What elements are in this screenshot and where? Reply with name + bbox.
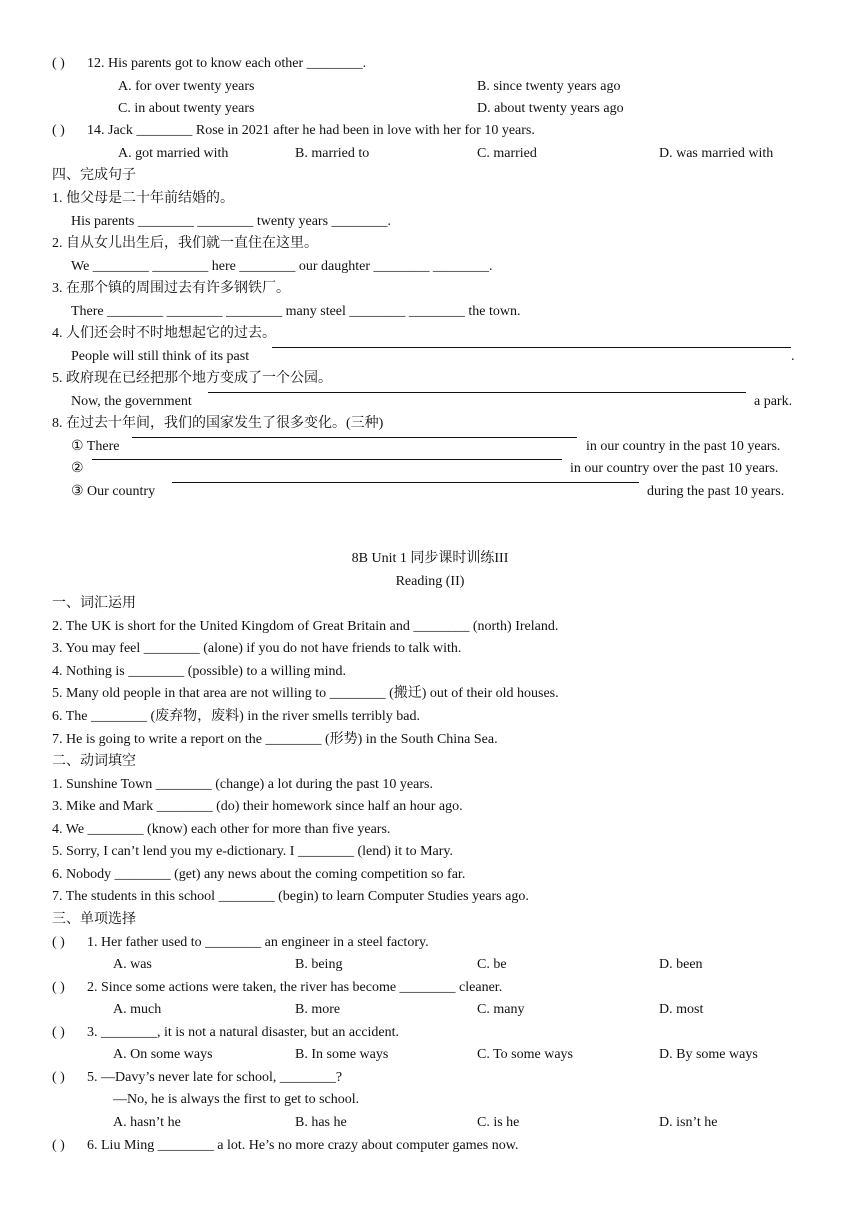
option-a[interactable]: A. On some ways	[113, 1047, 213, 1062]
answer-underline[interactable]	[208, 392, 746, 393]
sentence-blank-line[interactable]: His parents ________ ________ twenty years ________.	[71, 214, 392, 229]
verb-item	[0, 887, 860, 907]
unit-subtitle-row	[0, 572, 860, 592]
section-heading: 三、单项选择	[52, 912, 136, 927]
unit-subtitle: Reading (II)	[395, 574, 465, 589]
question-14	[0, 121, 860, 141]
sentence-start: People will still think of its past	[71, 349, 250, 364]
dialogue-reply: —No, he is always the first to get to school.	[113, 1092, 360, 1107]
sentence-1-chinese	[0, 189, 860, 209]
answer-bracket[interactable]: ( )	[52, 1070, 65, 1085]
section-heading-verbs	[0, 752, 860, 772]
sentence-end: a park.	[754, 394, 793, 409]
sentence-4-english	[0, 347, 860, 367]
verb-item-text[interactable]: 4. We ________ (know) each other for more than five years.	[52, 822, 391, 837]
answer-bracket[interactable]: ( )	[52, 935, 65, 950]
vocab-item	[0, 707, 860, 727]
verb-item-text[interactable]: 1. Sunshine Town ________ (change) a lot during the past 10 years.	[52, 777, 433, 792]
sentence-1-english	[0, 212, 860, 232]
question-text: 3. ________, it is not a natural disaster, but an accident.	[87, 1025, 400, 1040]
verb-item	[0, 797, 860, 817]
question-text: 1. Her father used to ________ an engineer in a steel factory.	[87, 935, 429, 950]
option-b[interactable]: B. more	[295, 1002, 341, 1017]
mc-question-5-reply	[0, 1090, 860, 1110]
vocab-item-text[interactable]: 6. The ________ (废弃物，废料) in the river smells terribly bad.	[52, 709, 420, 724]
answer-underline[interactable]	[132, 437, 577, 438]
mc-question-6	[0, 1136, 860, 1156]
vocab-item-text[interactable]: 2. The UK is short for the United Kingdom of Great Britain and ________ (north) Ireland.	[52, 619, 559, 634]
sentence-end: during the past 10 years.	[647, 484, 785, 499]
option-c[interactable]: C. is he	[477, 1115, 520, 1130]
vocab-item-text[interactable]: 5. Many old people in that area are not willing to ________ (搬迁) out of their old houses.	[52, 686, 559, 701]
answer-bracket[interactable]: ( )	[52, 123, 65, 138]
vocab-item	[0, 730, 860, 750]
verb-item-text[interactable]: 5. Sorry, I can’t lend you my e-dictionary. I ________ (lend) it to Mary.	[52, 844, 453, 859]
question-14-options	[0, 144, 860, 164]
option-d[interactable]: D. been	[659, 957, 703, 972]
question-text: 5. —Davy’s never late for school, ________?	[87, 1070, 343, 1085]
option-d[interactable]: D. isn’t he	[659, 1115, 718, 1130]
sentence-prompt: 3. 在那个镇的周围过去有许多钢铁厂。	[52, 281, 290, 296]
mc-question-2-options	[0, 1000, 860, 1020]
question-text: 2. Since some actions were taken, the river has become ________ cleaner.	[87, 980, 503, 995]
sentence-8-version-3	[0, 482, 860, 502]
sentence-prompt: 2. 自从女儿出生后，我们就一直住在这里。	[52, 236, 318, 251]
sentence-3-chinese	[0, 279, 860, 299]
mc-question-5	[0, 1068, 860, 1088]
sentence-end: .	[791, 349, 795, 364]
vocab-item-text[interactable]: 4. Nothing is ________ (possible) to a willing mind.	[52, 664, 346, 679]
vocab-item	[0, 662, 860, 682]
sentence-start: ③ Our country	[71, 484, 156, 499]
section-heading: 一、词汇运用	[52, 596, 136, 611]
verb-item	[0, 820, 860, 840]
option-c[interactable]: C. To some ways	[477, 1047, 573, 1062]
option-a[interactable]: A. much	[113, 1002, 162, 1017]
question-12-options-row-1	[0, 77, 860, 97]
sentence-8-version-2	[0, 459, 860, 479]
sentence-5-chinese	[0, 369, 860, 389]
question-text: 12. His parents got to know each other ________.	[87, 56, 367, 71]
section-heading: 四、完成句子	[52, 168, 136, 183]
option-b[interactable]: B. since twenty years ago	[477, 79, 621, 94]
verb-item	[0, 775, 860, 795]
verb-item	[0, 865, 860, 885]
option-d[interactable]: D. was married with	[659, 146, 774, 161]
option-c[interactable]: C. be	[477, 957, 507, 972]
unit-title: 8B Unit 1 同步课时训练III	[351, 551, 509, 566]
option-d[interactable]: D. about twenty years ago	[477, 101, 624, 116]
verb-item-text[interactable]: 3. Mike and Mark ________ (do) their homework since half an hour ago.	[52, 799, 463, 814]
answer-underline[interactable]	[92, 459, 562, 460]
option-b[interactable]: B. being	[295, 957, 343, 972]
option-c[interactable]: C. many	[477, 1002, 525, 1017]
verb-item	[0, 842, 860, 862]
vocab-item	[0, 684, 860, 704]
mc-question-3-options	[0, 1045, 860, 1065]
option-d[interactable]: D. By some ways	[659, 1047, 758, 1062]
sentence-prompt: 1. 他父母是二十年前结婚的。	[52, 191, 234, 206]
answer-bracket[interactable]: ( )	[52, 56, 65, 71]
sentence-blank-line[interactable]: We ________ ________ here ________ our daughter ________ ________.	[71, 259, 493, 274]
section-heading-mc	[0, 910, 860, 930]
section-heading-complete-sentences	[0, 166, 860, 186]
sentence-start: ②	[71, 461, 84, 476]
sentence-5-english	[0, 392, 860, 412]
answer-underline[interactable]	[172, 482, 639, 483]
sentence-end: in our country in the past 10 years.	[586, 439, 781, 454]
sentence-8-chinese	[0, 414, 860, 434]
section-heading: 二、动词填空	[52, 754, 136, 769]
mc-question-1-options	[0, 955, 860, 975]
mc-question-2	[0, 978, 860, 998]
sentence-4-chinese	[0, 324, 860, 344]
answer-bracket[interactable]: ( )	[52, 1138, 65, 1153]
answer-bracket[interactable]: ( )	[52, 1025, 65, 1040]
option-a[interactable]: A. hasn’t he	[113, 1115, 181, 1130]
question-text: 6. Liu Ming ________ a lot. He’s no more crazy about computer games now.	[87, 1138, 519, 1153]
mc-question-5-options	[0, 1113, 860, 1133]
question-text: 14. Jack ________ Rose in 2021 after he had been in love with her for 10 years.	[87, 123, 535, 138]
sentence-3-english	[0, 302, 860, 322]
section-heading-vocab	[0, 594, 860, 614]
sentence-8-version-1	[0, 437, 860, 457]
option-c[interactable]: C. in about twenty years	[118, 101, 255, 116]
option-a[interactable]: A. was	[113, 957, 152, 972]
mc-question-3	[0, 1023, 860, 1043]
option-b[interactable]: B. In some ways	[295, 1047, 389, 1062]
sentence-prompt: 4. 人们还会时不时地想起它的过去。	[52, 326, 276, 341]
answer-bracket[interactable]: ( )	[52, 980, 65, 995]
answer-underline[interactable]	[272, 347, 791, 348]
question-12-options-row-2	[0, 99, 860, 119]
sentence-prompt: 8. 在过去十年间，我们的国家发生了很多变化。(三种)	[52, 416, 384, 431]
unit-title-row	[0, 549, 860, 569]
sentence-prompt: 5. 政府现在已经把那个地方变成了一个公园。	[52, 371, 332, 386]
vocab-item-text[interactable]: 7. He is going to write a report on the ________ (形势) in the South China Sea.	[52, 732, 498, 747]
sentence-blank-line[interactable]: There ________ ________ ________ many steel ________ ________ the town.	[71, 304, 521, 319]
sentence-2-chinese	[0, 234, 860, 254]
option-b[interactable]: B. married to	[295, 146, 370, 161]
sentence-start: ① There	[71, 439, 120, 454]
option-a[interactable]: A. for over twenty years	[118, 79, 255, 94]
vocab-item	[0, 617, 860, 637]
vocab-item-text[interactable]: 3. You may feel ________ (alone) if you do not have friends to talk with.	[52, 641, 462, 656]
option-c[interactable]: C. married	[477, 146, 537, 161]
option-b[interactable]: B. has he	[295, 1115, 347, 1130]
sentence-2-english	[0, 257, 860, 277]
verb-item-text[interactable]: 7. The students in this school ________ (begin) to learn Computer Studies years ago.	[52, 889, 529, 904]
vocab-item	[0, 639, 860, 659]
verb-item-text[interactable]: 6. Nobody ________ (get) any news about the coming competition so far.	[52, 867, 466, 882]
option-d[interactable]: D. most	[659, 1002, 704, 1017]
option-a[interactable]: A. got married with	[118, 146, 229, 161]
mc-question-1	[0, 933, 860, 953]
sentence-end: in our country over the past 10 years.	[570, 461, 779, 476]
question-12	[0, 54, 860, 74]
sentence-start: Now, the government	[71, 394, 192, 409]
